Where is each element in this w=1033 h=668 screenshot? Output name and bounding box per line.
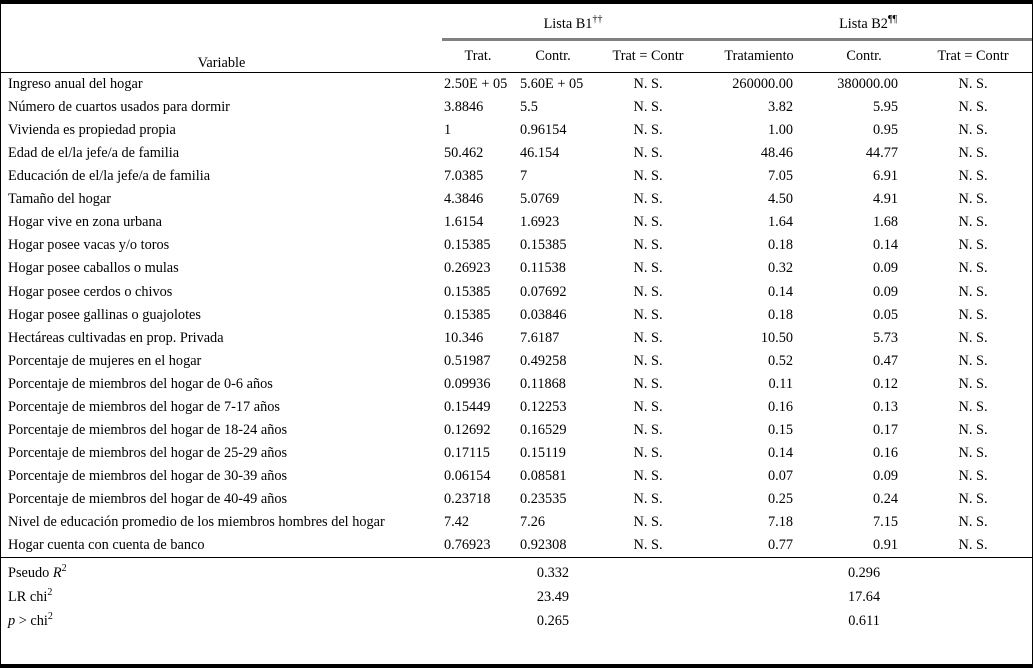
statistics-spacer	[704, 557, 814, 585]
row-variable-label: Educación de el/la jefe/a de familia	[8, 168, 211, 185]
table-row	[1, 234, 1032, 257]
table-row	[1, 511, 1032, 534]
row-variable-label: Porcentaje de miembros del hogar de 18-24 años	[8, 421, 288, 438]
cell-b1-contr: 7	[520, 168, 528, 185]
table-row	[1, 419, 1032, 442]
cell-b1-trat: 50.462	[444, 145, 484, 162]
row-variable-label: Porcentaje de miembros del hogar de 40-49 años	[8, 490, 288, 507]
cell-b2-tratamiento: 0.25	[768, 490, 794, 507]
cell-b1-trat: 1.6154	[444, 214, 484, 231]
cell-b1-trat: 10.346	[444, 329, 484, 346]
cell-b1-contr: 7.6187	[520, 329, 560, 346]
cell-b2-contr: 4.91	[873, 191, 899, 208]
cell-b1-test: N. S.	[633, 214, 663, 231]
cell-b2-tratamiento: 0.18	[768, 237, 794, 254]
column-header-b2-tratamiento: Tratamiento	[724, 48, 794, 64]
cell-b1-contr: 0.07692	[520, 283, 567, 300]
group-header-lista-b2-label	[704, 4, 1032, 38]
statistics-row	[1, 609, 1032, 633]
table-row	[1, 142, 1032, 165]
cell-b1-trat: 0.15385	[444, 306, 491, 323]
table-row	[1, 350, 1032, 373]
cell-b2-tratamiento: 0.32	[768, 260, 794, 277]
cell-b1-test: N. S.	[633, 237, 663, 254]
table-row	[1, 280, 1032, 303]
cell-b1-trat: 1	[444, 122, 452, 139]
cell-b1-contr: 0.11538	[520, 260, 566, 277]
cell-b1-contr: 0.03846	[520, 306, 567, 323]
statistics-value-b2: 17.64	[847, 588, 881, 605]
cell-b2-contr: 0.12	[873, 375, 899, 392]
statistics-value-b1: 23.49	[536, 588, 570, 605]
cell-b1-trat: 2.50E + 05	[444, 76, 508, 93]
cell-b2-tratamiento: 0.15	[768, 421, 794, 438]
cell-b2-contr: 7.15	[873, 513, 899, 530]
statistics-spacer	[704, 586, 814, 610]
statistics-row	[1, 557, 1032, 585]
cell-b2-contr: 0.47	[873, 352, 899, 369]
table-row	[1, 396, 1032, 419]
group-header-lista-b2-text: Lista B2	[839, 16, 888, 32]
cell-b1-contr: 0.92308	[520, 537, 567, 554]
row-variable-label: Hogar vive en zona urbana	[8, 214, 163, 231]
group-header-lista-b2-marker: ¶¶	[887, 14, 897, 26]
cell-b1-trat: 7.0385	[444, 168, 484, 185]
column-header-b1-trat: Trat.	[464, 48, 492, 64]
row-variable-label: Porcentaje de mujeres en el hogar	[8, 352, 202, 369]
statistics-row	[1, 586, 1032, 610]
cell-b2-test: N. S.	[958, 375, 988, 392]
cell-b1-contr: 0.11868	[520, 375, 566, 392]
cell-b2-contr: 0.14	[873, 237, 899, 254]
cell-b2-test: N. S.	[958, 168, 988, 185]
statistics-value-b1: 0.265	[536, 612, 570, 629]
row-variable-label: Ingreso anual del hogar	[8, 76, 143, 93]
cell-b2-contr: 0.17	[873, 421, 899, 438]
cell-b1-test: N. S.	[633, 260, 663, 277]
statistics-exponent: 2	[47, 587, 53, 599]
cell-b1-trat: 0.06154	[444, 467, 491, 484]
group-header-lista-b1-label	[442, 4, 704, 38]
group-header-row	[1, 4, 1032, 41]
table-row	[1, 119, 1032, 142]
cell-b1-contr: 0.12253	[520, 398, 567, 415]
row-variable-label: Hogar posee vacas y/o toros	[8, 237, 170, 254]
cell-b1-trat: 3.8846	[444, 99, 484, 116]
statistics-symbol: p	[8, 612, 16, 629]
cell-b2-test: N. S.	[958, 329, 988, 346]
cell-b2-test: N. S.	[958, 398, 988, 415]
cell-b2-tratamiento: 48.46	[760, 145, 794, 162]
cell-b2-tratamiento: 0.16	[768, 398, 794, 415]
cell-b2-tratamiento: 0.14	[768, 283, 794, 300]
cell-b2-contr: 1.68	[873, 214, 899, 231]
cell-b1-trat: 0.15449	[444, 398, 491, 415]
cell-b1-trat: 4.3846	[444, 191, 484, 208]
cell-b1-trat: 7.42	[444, 513, 470, 530]
balance-statistics-table	[1, 4, 1032, 633]
cell-b2-tratamiento: 4.50	[768, 191, 794, 208]
cell-b1-contr: 0.96154	[520, 122, 567, 139]
cell-b1-trat: 0.51987	[444, 352, 491, 369]
cell-b2-contr: 0.05	[873, 306, 899, 323]
table-row	[1, 188, 1032, 211]
cell-b1-test: N. S.	[633, 537, 663, 554]
row-variable-label: Porcentaje de miembros del hogar de 25-29 años	[8, 444, 288, 461]
table-row	[1, 165, 1032, 188]
cell-b1-contr: 0.15119	[520, 444, 566, 461]
row-variable-label: Porcentaje de miembros del hogar de 0-6 años	[8, 375, 273, 392]
cell-b2-test: N. S.	[958, 214, 988, 231]
cell-b1-contr: 1.6923	[520, 214, 560, 231]
cell-b2-tratamiento: 0.11	[768, 375, 794, 392]
cell-b2-tratamiento: 260000.00	[732, 76, 794, 93]
cell-b1-test: N. S.	[633, 191, 663, 208]
statistics-spacer	[592, 609, 704, 633]
row-variable-label: Edad de el/la jefe/a de familia	[8, 145, 180, 162]
cell-b2-test: N. S.	[958, 467, 988, 484]
statistics-spacer	[442, 586, 514, 610]
cell-b2-contr: 0.13	[873, 398, 899, 415]
table-row	[1, 73, 1032, 97]
cell-b2-test: N. S.	[958, 444, 988, 461]
table-row	[1, 327, 1032, 350]
cell-b2-test: N. S.	[958, 122, 988, 139]
group-header-lista-b1-text: Lista B1	[543, 16, 593, 32]
cell-b2-test: N. S.	[958, 145, 988, 162]
table-row	[1, 465, 1032, 488]
cell-b2-contr: 0.09	[873, 283, 899, 300]
cell-b1-test: N. S.	[633, 283, 663, 300]
cell-b1-contr: 0.15385	[520, 237, 567, 254]
cell-b1-trat: 0.76923	[444, 537, 491, 554]
row-variable-label: Hogar cuenta con cuenta de banco	[8, 537, 205, 554]
cell-b1-trat: 0.09936	[444, 375, 491, 392]
cell-b1-test: N. S.	[633, 398, 663, 415]
statistics-spacer	[442, 557, 514, 585]
cell-b2-test: N. S.	[958, 76, 988, 93]
row-variable-label: Hectáreas cultivadas en prop. Privada	[8, 329, 224, 346]
cell-b2-contr: 380000.00	[837, 76, 899, 93]
cell-b2-test: N. S.	[958, 352, 988, 369]
row-variable-label: Vivienda es propiedad propia	[8, 122, 176, 139]
table-row	[1, 488, 1032, 511]
cell-b2-contr: 0.24	[873, 490, 899, 507]
statistics-spacer	[592, 557, 704, 585]
cell-b1-contr: 0.49258	[520, 352, 567, 369]
row-variable-label: Número de cuartos usados para dormir	[8, 99, 230, 116]
column-header-b1-contr: Contr.	[535, 48, 571, 64]
cell-b1-test: N. S.	[633, 375, 663, 392]
cell-b1-trat: 0.23718	[444, 490, 491, 507]
statistics-label: LR chi$^2$	[8, 587, 53, 605]
cell-b1-trat: 0.26923	[444, 260, 491, 277]
column-header-b2-test: Trat = Contr	[937, 48, 1009, 64]
cell-b1-contr: 7.26	[520, 513, 546, 530]
column-header-b2-contr: Contr.	[846, 48, 882, 64]
cell-b2-tratamiento: 0.52	[768, 352, 794, 369]
cell-b2-tratamiento: 1.64	[768, 214, 794, 231]
group-header-lista-b1	[442, 4, 704, 41]
cell-b2-test: N. S.	[958, 513, 988, 530]
cell-b1-test: N. S.	[633, 513, 663, 530]
cell-b1-contr: 5.0769	[520, 191, 560, 208]
table-row	[1, 257, 1032, 280]
cell-b2-contr: 0.95	[873, 122, 899, 139]
cell-b1-contr: 5.60E + 05	[520, 76, 584, 93]
statistics-value-b2: 0.296	[814, 557, 914, 585]
cell-b1-contr: 46.154	[520, 145, 560, 162]
cell-b2-tratamiento: 0.14	[768, 444, 794, 461]
cell-b1-test: N. S.	[633, 490, 663, 507]
group-header-lista-b1-marker: ††	[592, 14, 603, 26]
statistics-spacer	[704, 609, 814, 633]
cell-b2-test: N. S.	[958, 237, 988, 254]
statistics-spacer	[914, 586, 1032, 610]
table-row	[1, 96, 1032, 119]
row-variable-label: Hogar posee cerdos o chivos	[8, 283, 173, 300]
table-header	[1, 4, 1032, 73]
cell-b2-test: N. S.	[958, 490, 988, 507]
cell-b2-contr: 5.95	[873, 99, 899, 116]
cell-b1-test: N. S.	[633, 76, 663, 93]
cell-b2-test: N. S.	[958, 421, 988, 438]
cell-b2-tratamiento: 1.00	[768, 122, 794, 139]
statistics-exponent: 2	[61, 563, 67, 575]
row-variable-label: Nivel de educación promedio de los miembros hombres del hogar	[8, 513, 385, 530]
cell-b1-test: N. S.	[633, 467, 663, 484]
cell-b1-contr: 5.5	[520, 99, 538, 116]
cell-b2-tratamiento: 3.82	[768, 99, 794, 116]
table-row	[1, 303, 1032, 326]
row-variable-label: Porcentaje de miembros del hogar de 7-17 años	[8, 398, 280, 415]
cell-b2-contr: 0.16	[873, 444, 899, 461]
statistics-spacer	[914, 609, 1032, 633]
cell-b1-test: N. S.	[633, 444, 663, 461]
table-body	[1, 73, 1032, 558]
row-variable-label: Tamaño del hogar	[8, 191, 112, 208]
statistics-value-b2: 0.611	[848, 612, 880, 629]
statistics-spacer	[592, 586, 704, 610]
cell-b1-test: N. S.	[633, 329, 663, 346]
cell-b1-contr: 0.08581	[520, 467, 567, 484]
statistics-value-b1: 0.332	[514, 557, 592, 585]
cell-b1-contr: 0.23535	[520, 490, 567, 507]
statistics-label: Pseudo $R^2$	[1, 557, 442, 585]
statistics-symbol: R	[52, 564, 62, 581]
cell-b2-contr: 44.77	[865, 145, 899, 162]
cell-b2-test: N. S.	[958, 283, 988, 300]
model-statistics-body	[1, 557, 1032, 633]
cell-b1-trat: 0.15385	[444, 283, 491, 300]
group-header-lista-b2	[704, 4, 1032, 41]
cell-b1-test: N. S.	[633, 145, 663, 162]
cell-b2-contr: 0.09	[873, 467, 899, 484]
cell-b1-test: N. S.	[633, 421, 663, 438]
cell-b2-contr: 5.73	[873, 329, 899, 346]
cell-b1-test: N. S.	[633, 352, 663, 369]
cell-b2-contr: 6.91	[873, 168, 899, 185]
table-row	[1, 442, 1032, 465]
cell-b1-contr: 0.16529	[520, 421, 567, 438]
cell-b1-trat: 0.12692	[444, 421, 491, 438]
table-row	[1, 373, 1032, 396]
statistics-spacer	[442, 609, 514, 633]
cell-b2-test: N. S.	[958, 99, 988, 116]
table-row	[1, 534, 1032, 558]
cell-b2-tratamiento: 0.07	[768, 467, 794, 484]
cell-b2-tratamiento: 10.50	[760, 329, 794, 346]
cell-b2-contr: 0.09	[873, 260, 899, 277]
row-variable-label: Hogar posee caballos o mulas	[8, 260, 179, 277]
cell-b1-test: N. S.	[633, 122, 663, 139]
statistics-spacer	[914, 557, 1032, 585]
column-header-variable: Variable	[197, 55, 246, 71]
statistics-label: p > chi$^2$	[8, 611, 53, 629]
cell-b2-test: N. S.	[958, 306, 988, 323]
table-row	[1, 211, 1032, 234]
cell-b1-trat: 0.17115	[444, 444, 490, 461]
cell-b1-test: N. S.	[633, 306, 663, 323]
cell-b1-test: N. S.	[633, 99, 663, 116]
cell-b1-trat: 0.15385	[444, 237, 491, 254]
row-variable-label: Porcentaje de miembros del hogar de 30-39 años	[8, 467, 288, 484]
column-header-b1-test: Trat = Contr	[612, 48, 684, 64]
cell-b1-test: N. S.	[633, 168, 663, 185]
cell-b2-tratamiento: 7.18	[768, 513, 794, 530]
cell-b2-test: N. S.	[958, 191, 988, 208]
cell-b2-test: N. S.	[958, 537, 988, 554]
cell-b2-contr: 0.91	[873, 537, 899, 554]
row-variable-label: Hogar posee gallinas o guajolotes	[8, 306, 201, 323]
cell-b2-test: N. S.	[958, 260, 988, 277]
cell-b2-tratamiento: 7.05	[768, 168, 794, 185]
statistics-exponent: 2	[47, 611, 53, 623]
cell-b2-tratamiento: 0.77	[768, 537, 794, 554]
cell-b2-tratamiento: 0.18	[768, 306, 794, 323]
